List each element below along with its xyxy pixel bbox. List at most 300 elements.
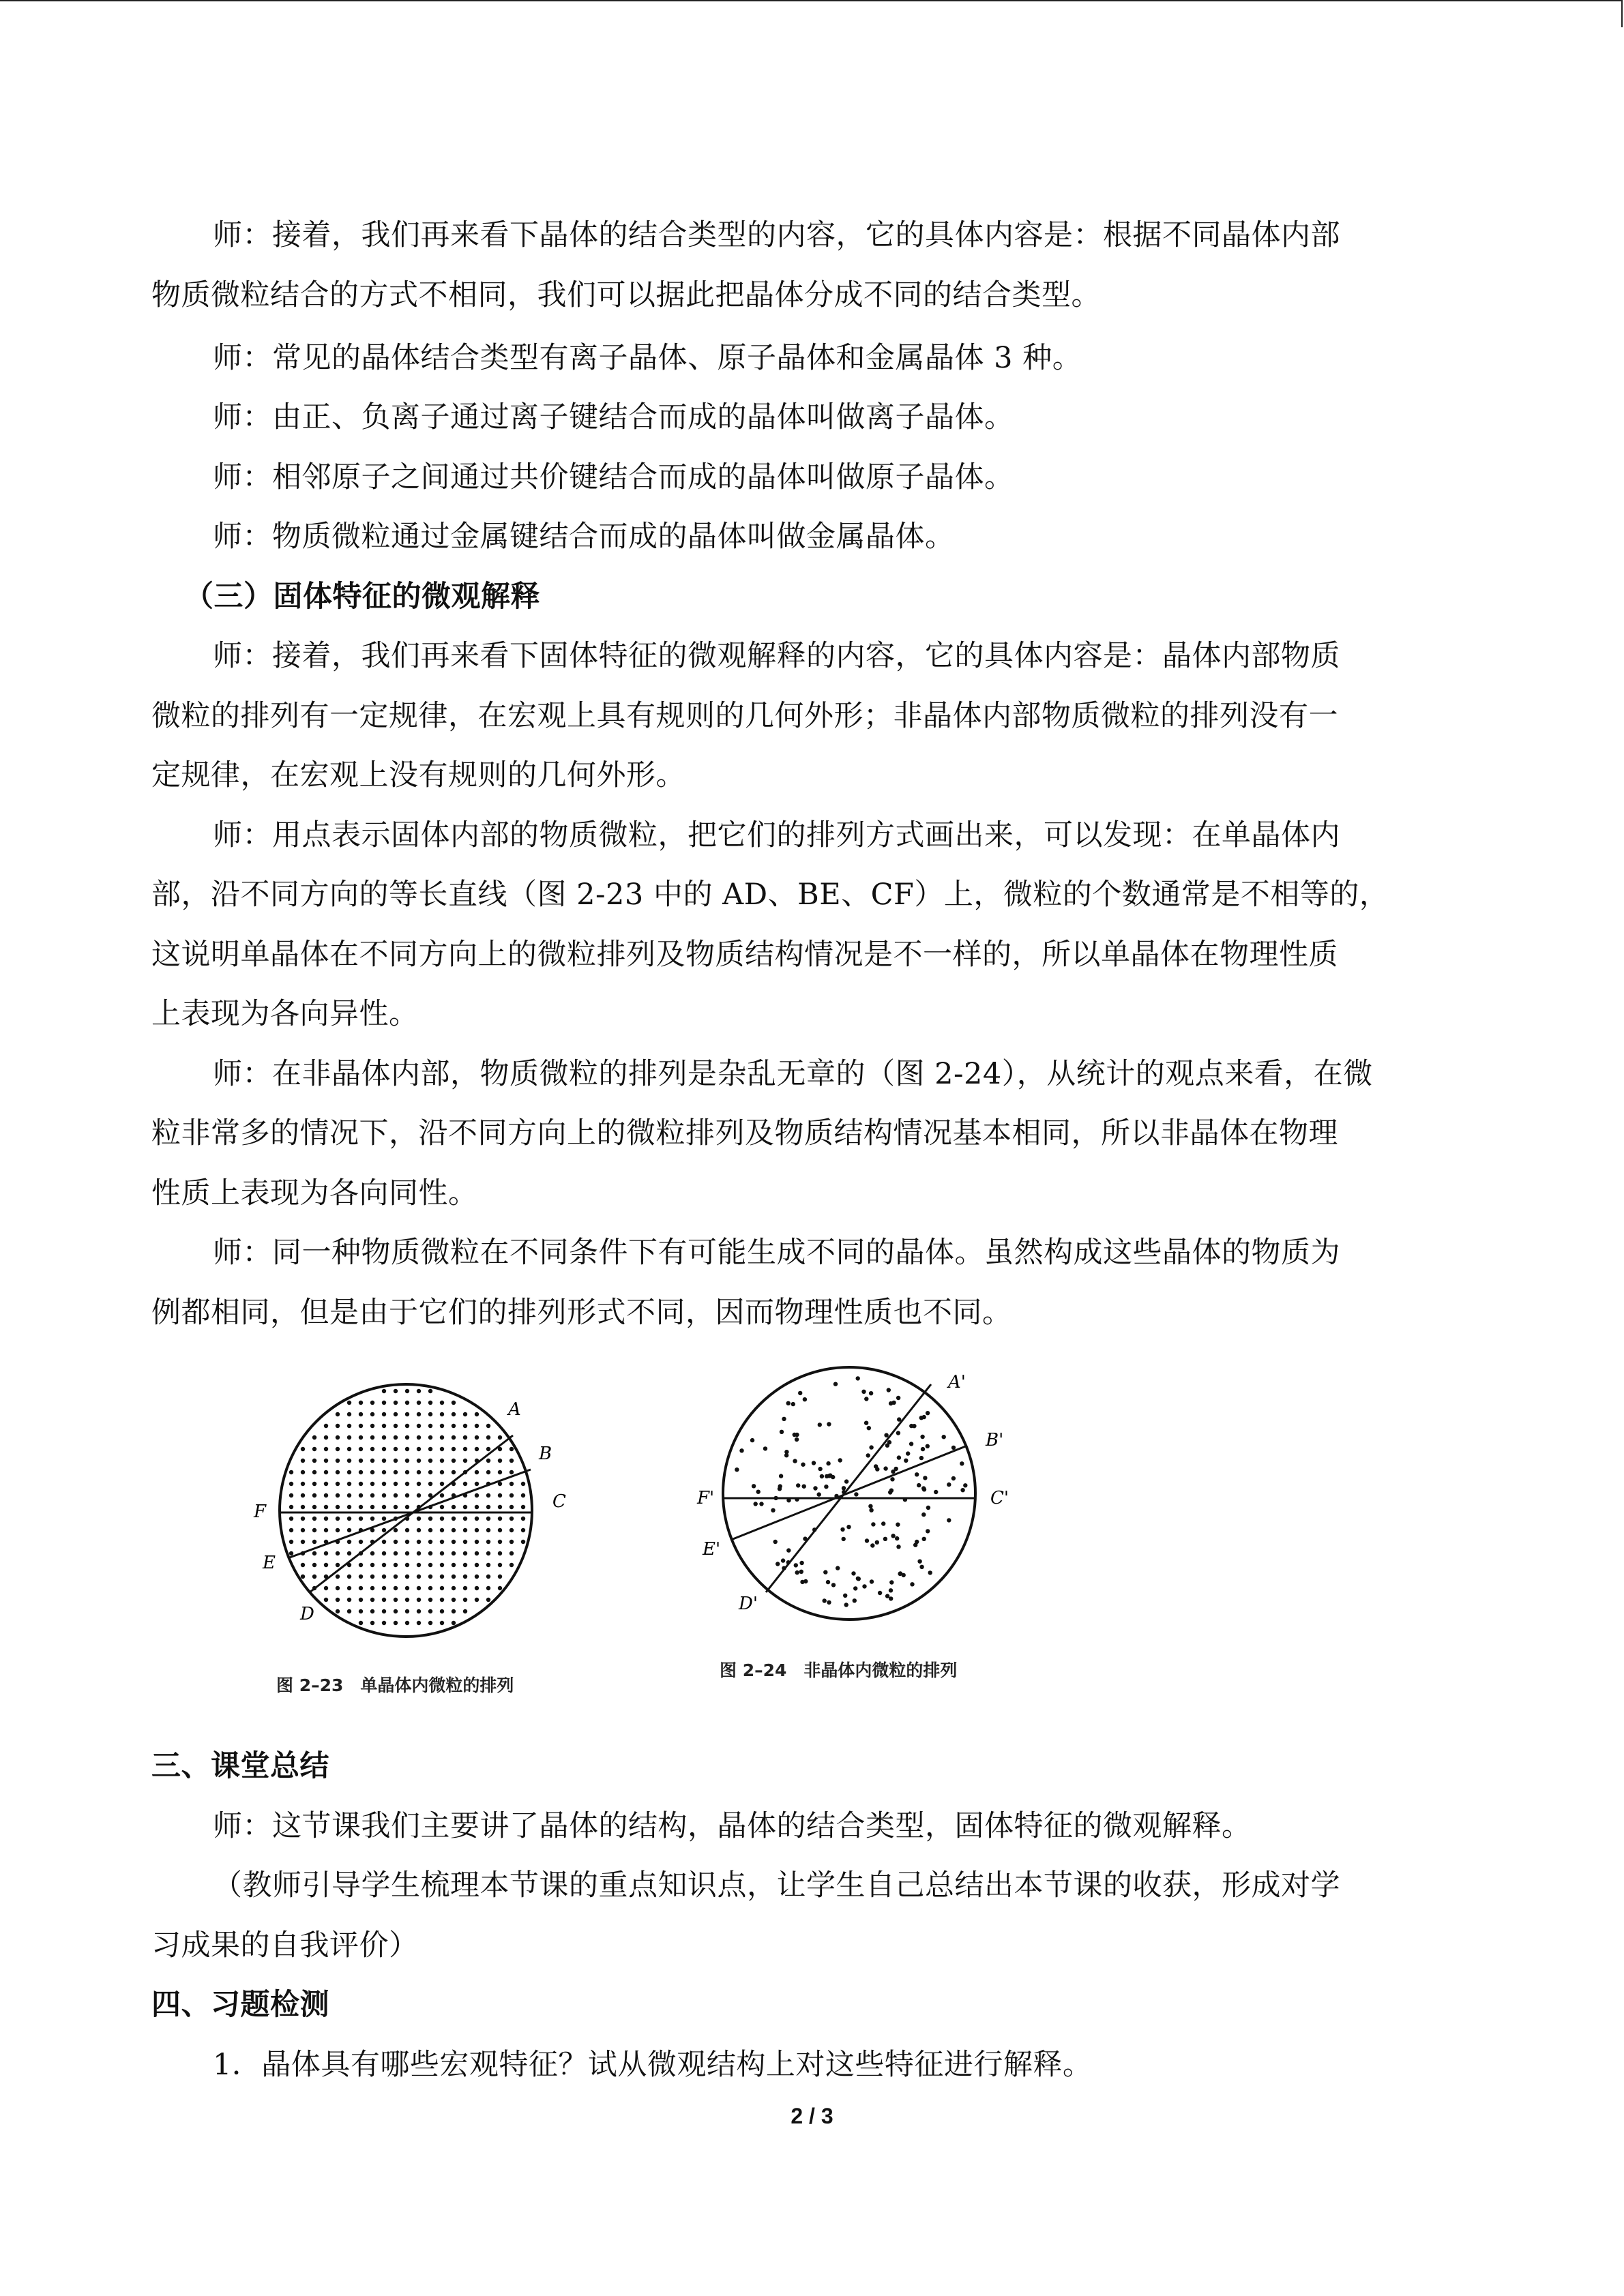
particle-dot xyxy=(920,1435,924,1439)
particle-dot xyxy=(440,1424,444,1428)
particle-dot xyxy=(906,1451,910,1455)
particle-dot xyxy=(405,1470,409,1474)
particle-dot xyxy=(347,1470,351,1474)
particle-dot xyxy=(359,1482,363,1486)
particle-dot xyxy=(498,1575,502,1579)
particle-dot xyxy=(394,1459,398,1463)
particle-dot xyxy=(890,1477,894,1481)
particle-dot xyxy=(324,1563,328,1567)
particle-dot xyxy=(347,1401,351,1405)
paragraph-line: 师：在非晶体内部，物质微粒的排列是杂乱无章的（图 2-24），从统计的观点来看，在微 xyxy=(213,1057,1373,1091)
particle-dot xyxy=(921,1447,925,1451)
particle-dot xyxy=(851,1571,855,1575)
particle-dot xyxy=(405,1621,409,1625)
particle-dot xyxy=(370,1470,374,1474)
particle-dot xyxy=(878,1591,882,1595)
particle-dot xyxy=(405,1435,409,1440)
particle-dot xyxy=(289,1470,293,1474)
particle-dot xyxy=(869,1508,873,1512)
particle-dot xyxy=(312,1540,316,1544)
particle-dot xyxy=(359,1435,363,1440)
particle-dot xyxy=(301,1528,305,1532)
particle-dot xyxy=(347,1609,351,1613)
paragraph-line: 上表现为各向异性。 xyxy=(151,997,419,1031)
particle-dot xyxy=(324,1528,328,1532)
particle-dot xyxy=(336,1598,340,1602)
particle-dot xyxy=(336,1505,340,1509)
particle-dot xyxy=(463,1586,467,1590)
particle-dot xyxy=(865,1538,869,1542)
particle-dot xyxy=(840,1527,844,1532)
particle-dot xyxy=(864,1397,868,1401)
particle-dot xyxy=(359,1563,363,1567)
particle-dot xyxy=(359,1401,363,1405)
particle-dot xyxy=(486,1575,490,1579)
particle-dot xyxy=(359,1412,363,1416)
particle-dot xyxy=(359,1459,363,1463)
particle-dot xyxy=(428,1470,432,1474)
particle-dot xyxy=(347,1540,351,1544)
particle-dot xyxy=(826,1461,830,1465)
particle-dot xyxy=(754,1502,758,1506)
particle-dot xyxy=(934,1490,938,1494)
particle-dot xyxy=(301,1563,305,1567)
particle-dot xyxy=(896,1523,900,1527)
particle-dot xyxy=(370,1609,374,1613)
paragraph-line: 师：接着，我们再来看下晶体的结合类型的内容，它的具体内容是：根据不同晶体内部 xyxy=(213,218,1340,252)
particle-dot xyxy=(828,1474,832,1478)
particle-dot xyxy=(382,1621,386,1625)
particle-dot xyxy=(359,1586,363,1590)
paragraph-line: 师：相邻原子之间通过共价键结合而成的晶体叫做原子晶体。 xyxy=(213,460,1014,494)
particle-dot xyxy=(960,1461,964,1465)
label-F-prime: F' xyxy=(697,1488,715,1508)
label-F: F xyxy=(254,1502,267,1522)
particle-dot xyxy=(842,1537,846,1541)
particle-dot xyxy=(869,1391,873,1395)
particle-dot xyxy=(452,1470,456,1474)
particle-dot xyxy=(394,1540,398,1544)
particle-dot xyxy=(919,1456,924,1460)
particle-dot xyxy=(910,1582,914,1586)
particle-dot xyxy=(347,1505,351,1509)
particle-dot xyxy=(833,1382,838,1386)
particle-dot xyxy=(475,1528,479,1532)
particle-dot xyxy=(301,1575,305,1579)
particle-dot xyxy=(289,1528,293,1532)
particle-dot xyxy=(394,1447,398,1451)
particle-dot xyxy=(475,1517,479,1521)
particle-dot xyxy=(475,1586,479,1590)
particle-dot xyxy=(521,1505,525,1509)
particle-dot xyxy=(883,1466,887,1470)
particle-dot xyxy=(498,1505,502,1509)
particle-dot xyxy=(452,1598,456,1602)
particle-dot xyxy=(897,1455,901,1459)
crystal-diagram xyxy=(246,1371,600,1643)
particle-dot xyxy=(475,1470,479,1474)
particle-dot xyxy=(759,1502,763,1506)
particle-dot xyxy=(440,1609,444,1613)
particle-dot xyxy=(463,1551,467,1555)
particle-dot xyxy=(942,1435,946,1439)
particle-dot xyxy=(312,1528,316,1532)
particle-dot xyxy=(922,1415,926,1419)
label-D-prime: D' xyxy=(739,1594,758,1614)
particle-dot xyxy=(891,1534,895,1538)
particle-dot xyxy=(324,1598,328,1602)
particle-dot xyxy=(394,1586,398,1590)
particle-dot xyxy=(881,1521,885,1525)
particle-dot xyxy=(926,1444,930,1448)
particle-dot xyxy=(382,1575,386,1579)
particle-dot xyxy=(463,1528,467,1532)
particle-dot xyxy=(336,1482,340,1486)
particle-dot xyxy=(870,1579,874,1583)
particle-dot xyxy=(440,1575,444,1579)
particle-dot xyxy=(786,1548,791,1552)
particle-dot xyxy=(359,1517,363,1521)
particle-dot xyxy=(844,1479,848,1483)
particle-dot xyxy=(921,1512,926,1517)
particle-dot xyxy=(359,1609,363,1613)
particle-dot xyxy=(417,1482,421,1486)
particle-dot xyxy=(336,1435,340,1440)
particle-dot xyxy=(405,1505,409,1509)
particle-dot xyxy=(428,1447,432,1451)
particle-dot xyxy=(359,1575,363,1579)
label-B: B xyxy=(539,1444,552,1464)
particle-dot xyxy=(382,1586,386,1590)
particle-dot xyxy=(370,1412,374,1416)
particle-dot xyxy=(915,1540,919,1544)
paragraph-line: 性质上表现为各向同性。 xyxy=(151,1176,478,1210)
particle-dot xyxy=(394,1563,398,1567)
particle-dot xyxy=(394,1551,398,1555)
particle-dot xyxy=(440,1401,444,1405)
particle-dot xyxy=(510,1482,514,1486)
particle-dot xyxy=(405,1459,409,1463)
particle-dot xyxy=(394,1389,398,1393)
particle-dot xyxy=(871,1522,875,1526)
particle-dot xyxy=(324,1505,328,1509)
particle-dot xyxy=(405,1528,409,1532)
particle-dot xyxy=(336,1528,340,1532)
particle-dot xyxy=(823,1570,827,1574)
particle-dot xyxy=(752,1484,756,1488)
particle-dot xyxy=(813,1486,817,1490)
label-E: E xyxy=(263,1553,276,1573)
particle-dot xyxy=(793,1433,797,1437)
figure-caption: 图 2–23 单晶体内微粒的排列 xyxy=(276,1675,514,1695)
particle-dot xyxy=(475,1598,479,1602)
label-D: D xyxy=(300,1604,314,1624)
subsection-heading: （三）固体特征的微观解释 xyxy=(184,580,540,614)
particle-dot xyxy=(428,1389,432,1393)
particle-dot xyxy=(405,1598,409,1602)
paragraph-line: 物质微粒结合的方式不相同，我们可以据此把晶体分成不同的结合类型。 xyxy=(151,278,1101,312)
particle-dot xyxy=(382,1389,386,1393)
paragraph-line: 习成果的自我评价） xyxy=(151,1928,419,1963)
particle-dot xyxy=(312,1447,316,1451)
label-A: A xyxy=(508,1399,521,1420)
particle-dot xyxy=(336,1609,340,1613)
particle-dot xyxy=(888,1490,892,1494)
particle-dot xyxy=(820,1474,824,1478)
particle-dot xyxy=(947,1518,951,1522)
particle-dot xyxy=(417,1609,421,1613)
particle-dot xyxy=(289,1493,293,1497)
figure-crystal xyxy=(246,1371,600,1643)
particle-dot xyxy=(750,1438,754,1442)
particle-dot xyxy=(510,1447,514,1451)
particle-dot xyxy=(521,1517,525,1521)
particle-dot xyxy=(780,1430,784,1434)
particle-dot xyxy=(417,1447,421,1451)
particle-dot xyxy=(440,1447,444,1451)
particle-dot xyxy=(452,1586,456,1590)
particle-dot xyxy=(417,1528,421,1532)
particle-dot xyxy=(417,1551,421,1555)
particle-dot xyxy=(324,1435,328,1440)
particle-dot xyxy=(394,1424,398,1428)
figure-caption: 图 2–24 非晶体内微粒的排列 xyxy=(720,1660,958,1680)
particle-dot xyxy=(799,1570,803,1574)
particle-dot xyxy=(289,1551,293,1555)
particle-dot xyxy=(312,1459,316,1463)
particle-dot xyxy=(521,1482,525,1486)
particle-dot xyxy=(857,1577,861,1581)
particle-dot xyxy=(301,1470,305,1474)
particle-dot xyxy=(867,1426,871,1430)
particle-dot xyxy=(394,1412,398,1416)
particle-dot xyxy=(917,1560,921,1564)
particle-dot xyxy=(312,1493,316,1497)
particle-dot xyxy=(831,1583,836,1587)
paragraph-line: 定规律，在宏观上没有规则的几何外形。 xyxy=(151,758,685,792)
paragraph-line: （教师引导学生梳理本节课的重点知识点，让学生自己总结出本节课的收获，形成对学 xyxy=(213,1868,1340,1903)
particle-dot xyxy=(463,1517,467,1521)
particle-dot xyxy=(440,1493,444,1497)
particle-dot xyxy=(405,1609,409,1613)
particle-dot xyxy=(405,1563,409,1567)
particle-dot xyxy=(889,1588,893,1592)
particle-dot xyxy=(475,1563,479,1567)
particle-dot xyxy=(521,1493,525,1497)
particle-dot xyxy=(486,1551,490,1555)
particle-dot xyxy=(370,1586,374,1590)
particle-dot xyxy=(370,1517,374,1521)
particle-dot xyxy=(394,1598,398,1602)
particle-dot xyxy=(394,1493,398,1497)
particle-dot xyxy=(909,1442,913,1446)
particle-dot xyxy=(440,1598,444,1602)
particle-dot xyxy=(896,1396,900,1400)
particle-dot xyxy=(289,1482,293,1486)
particle-dot xyxy=(336,1575,340,1579)
particle-dot xyxy=(452,1424,456,1428)
particle-dot xyxy=(347,1598,351,1602)
particle-dot xyxy=(394,1482,398,1486)
particle-dot xyxy=(486,1459,490,1463)
particle-dot xyxy=(370,1401,374,1405)
particle-dot xyxy=(475,1424,479,1428)
particle-dot xyxy=(802,1485,806,1489)
particle-dot xyxy=(452,1563,456,1567)
particle-dot xyxy=(498,1563,502,1567)
particle-dot xyxy=(486,1493,490,1497)
particle-dot xyxy=(312,1563,316,1567)
particle-dot xyxy=(486,1470,490,1474)
particle-dot xyxy=(359,1470,363,1474)
particle-dot xyxy=(463,1447,467,1451)
particle-dot xyxy=(452,1412,456,1416)
particle-dot xyxy=(801,1463,805,1467)
particle-dot xyxy=(853,1586,857,1590)
particle-dot xyxy=(778,1487,782,1491)
particle-dot xyxy=(463,1505,467,1509)
particle-dot xyxy=(838,1458,842,1462)
particle-dot xyxy=(510,1563,514,1567)
particle-dot xyxy=(475,1493,479,1497)
particle-dot xyxy=(359,1424,363,1428)
particle-dot xyxy=(382,1459,386,1463)
particle-dot xyxy=(498,1586,502,1590)
particle-dot xyxy=(382,1447,386,1451)
particle-dot xyxy=(382,1505,386,1509)
particle-dot xyxy=(440,1435,444,1440)
section-heading: 四、习题检测 xyxy=(151,1988,329,2022)
particle-dot xyxy=(463,1412,467,1416)
particle-dot xyxy=(475,1575,479,1579)
particle-dot xyxy=(902,1573,906,1577)
particle-dot xyxy=(382,1482,386,1486)
particle-dot xyxy=(498,1435,502,1440)
crystal-particles xyxy=(289,1389,525,1625)
particle-dot xyxy=(463,1424,467,1428)
particle-dot xyxy=(394,1528,398,1532)
particle-dot xyxy=(428,1482,432,1486)
particle-dot xyxy=(440,1551,444,1555)
particle-dot xyxy=(394,1621,398,1625)
particle-dot xyxy=(312,1482,316,1486)
particle-dot xyxy=(889,1580,894,1584)
particle-dot xyxy=(428,1517,432,1521)
particle-dot xyxy=(510,1459,514,1463)
paragraph-line: 这说明单晶体在不同方向上的微粒排列及物质结构情况是不一样的，所以单晶体在物理性质 xyxy=(151,938,1338,972)
label-E-prime: E' xyxy=(703,1539,721,1560)
particle-dot xyxy=(301,1493,305,1497)
particle-dot xyxy=(347,1528,351,1532)
particle-dot xyxy=(486,1563,490,1567)
particle-dot xyxy=(836,1566,840,1570)
particle-dot xyxy=(428,1551,432,1555)
particle-dot xyxy=(347,1424,351,1428)
particle-dot xyxy=(875,1540,879,1545)
paragraph-line: 师：这节课我们主要讲了晶体的结构，晶体的结合类型，固体特征的微观解释。 xyxy=(213,1809,1252,1843)
particle-dot xyxy=(417,1412,421,1416)
particle-dot xyxy=(452,1540,456,1544)
particle-dot xyxy=(347,1459,351,1463)
particle-dot xyxy=(405,1586,409,1590)
section-heading: 三、课堂总结 xyxy=(151,1749,329,1783)
particle-dot xyxy=(486,1424,490,1428)
particle-dot xyxy=(417,1598,421,1602)
particle-dot xyxy=(922,1487,926,1491)
particle-dot xyxy=(854,1492,858,1496)
particle-dot xyxy=(864,1421,868,1425)
particle-dot xyxy=(382,1609,386,1613)
particle-dot xyxy=(463,1563,467,1567)
particle-dot xyxy=(417,1540,421,1544)
particle-dot xyxy=(827,1600,831,1605)
particle-dot xyxy=(417,1621,421,1625)
particle-dot xyxy=(289,1505,293,1509)
particle-dot xyxy=(452,1575,456,1579)
paragraph-line: 师：用点表示固体内部的物质微粒，把它们的排列方式画出来，可以发现：在单晶体内 xyxy=(213,818,1340,852)
particle-dot xyxy=(370,1435,374,1440)
particle-dot xyxy=(510,1505,514,1509)
particle-dot xyxy=(370,1424,374,1428)
particle-dot xyxy=(440,1505,444,1509)
particle-dot xyxy=(870,1543,874,1547)
particle-dot xyxy=(347,1575,351,1579)
particle-dot xyxy=(370,1551,374,1555)
particle-dot xyxy=(463,1435,467,1440)
particle-dot xyxy=(428,1563,432,1567)
particle-dot xyxy=(923,1476,927,1480)
particle-dot xyxy=(868,1504,872,1508)
paragraph-line: 部，沿不同方向的等长直线（图 2-23 中的 AD、BE、CF）上，微粒的个数通常是不相等的， xyxy=(151,878,1389,912)
particle-dot xyxy=(394,1470,398,1474)
particle-dot xyxy=(784,1453,788,1457)
particle-dot xyxy=(889,1401,893,1405)
particle-dot xyxy=(803,1579,808,1583)
particle-dot xyxy=(405,1424,409,1428)
particle-dot xyxy=(803,1397,807,1401)
particle-dot xyxy=(428,1412,432,1416)
particle-dot xyxy=(289,1517,293,1521)
page-number: 2 / 3 xyxy=(791,2104,833,2128)
particle-dot xyxy=(428,1424,432,1428)
particle-dot xyxy=(417,1389,421,1393)
particle-dot xyxy=(336,1470,340,1474)
particle-dot xyxy=(889,1596,893,1600)
label-C: C xyxy=(552,1491,566,1512)
particle-dot xyxy=(428,1586,432,1590)
particle-dot xyxy=(452,1447,456,1451)
particle-dot xyxy=(781,1558,785,1562)
particle-dot xyxy=(301,1505,305,1509)
particle-dot xyxy=(951,1476,956,1480)
paragraph-line: 师：同一种物质微粒在不同条件下有可能生成不同的晶体。虽然构成这些晶体的物质为 xyxy=(213,1236,1340,1270)
particle-dot xyxy=(336,1424,340,1428)
particle-dot xyxy=(359,1493,363,1497)
particle-dot xyxy=(887,1388,891,1392)
page-right-border xyxy=(1621,0,1623,27)
particle-dot xyxy=(312,1551,316,1555)
particle-dot xyxy=(891,1470,895,1474)
particle-dot xyxy=(827,1422,831,1426)
paragraph-line: 师：物质微粒通过金属键结合而成的晶体叫做金属晶体。 xyxy=(213,520,955,554)
particle-dot xyxy=(382,1401,386,1405)
particle-dot xyxy=(394,1505,398,1509)
particle-dot xyxy=(370,1493,374,1497)
particle-dot xyxy=(475,1435,479,1440)
line-A'D' xyxy=(766,1384,931,1592)
particle-dot xyxy=(486,1598,490,1602)
particle-dot xyxy=(521,1528,525,1532)
